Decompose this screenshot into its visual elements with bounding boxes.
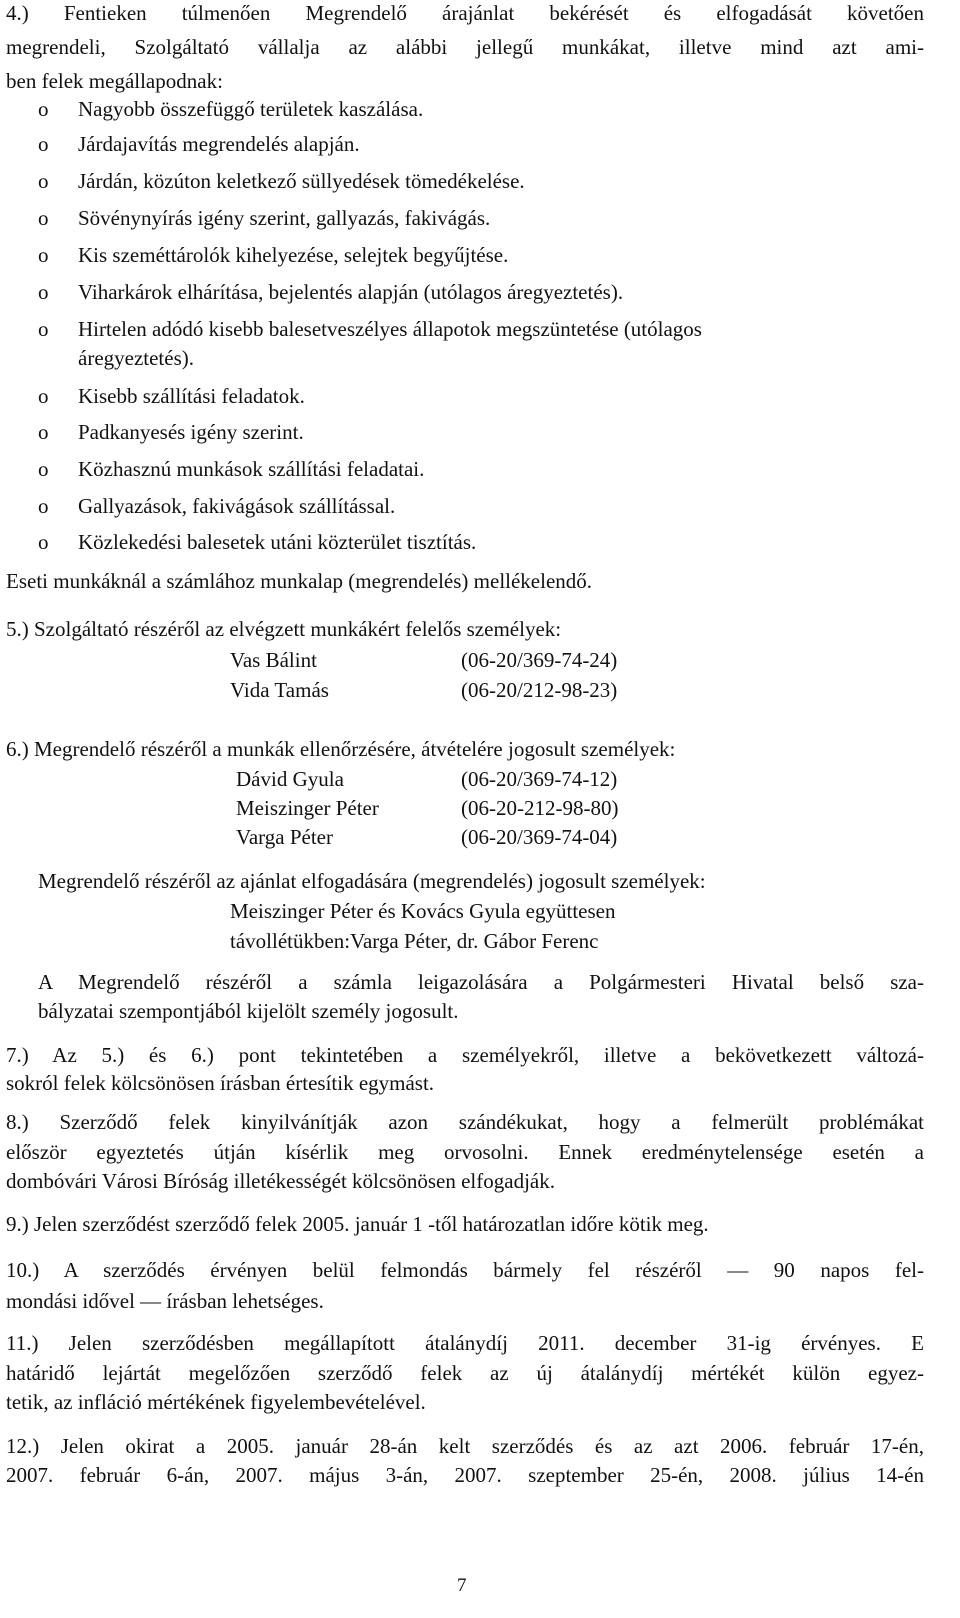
bullet-marker: o [38,384,49,408]
section4-intro-line: ben felek megállapodnak: [6,69,223,93]
person-name: Varga Péter [236,825,333,849]
list-item: Közlekedési balesetek utáni közterület tisztítás. [78,530,477,554]
list-item: Gallyazások, fakivágások szállítással. [78,494,396,518]
list-item: Padkanyesés igény szerint. [78,420,304,444]
bullet-marker: o [38,530,49,554]
bullet-marker: o [38,457,49,481]
person-phone: (06-20/369-74-04) [461,825,618,849]
section10-line: 10.) A szerződés érvényen belül felmondás bármely fel részéről — 90 napos fel- [6,1258,924,1282]
section5-heading: 5.) Szolgáltató részéről az elvégzett munkákért felelős személyek: [6,617,562,641]
bullet-marker: o [38,169,49,193]
list-item: Nagyobb összefüggő területek kaszálása. [78,97,424,121]
list-item: Járdajavítás megrendelés alapján. [78,132,360,156]
section4-intro-line: megrendeli, Szolgáltató vállalja az alábbi jellegű munkákat, illetve mind azt ami- [6,35,924,59]
section4-note: Eseti munkáknál a számlához munkalap (megrendelés) mellékelendő. [6,569,593,593]
person-phone: (06-20-212-98-80) [461,796,619,820]
section8-line: 8.) Szerződő felek kinyilvánítják azon szándékukat, hogy a felmerült problémákat [6,1110,924,1134]
acceptance-line: távollétükben:Varga Péter, dr. Gábor Ferenc [230,929,599,953]
bullet-marker: o [38,494,49,518]
section6-heading: 6.) Megrendelő részéről a munkák ellenőrzésére, átvételére jogosult személyek: [6,737,676,761]
bullet-marker: o [38,97,49,121]
section8-line: dombóvári Városi Bíróság illetékességét kölcsönösen elfogadják. [6,1169,555,1193]
section9-line: 9.) Jelen szerződést szerződő felek 2005. január 1 -től határozatlan időre kötik meg. [6,1212,709,1236]
person-phone: (06-20/369-74-12) [461,767,618,791]
bullet-marker: o [38,243,49,267]
bullet-marker: o [38,132,49,156]
section7-line: sokról felek kölcsönösen írásban értesítik egymást. [6,1071,435,1095]
section8-line: először egyeztetés útján kísérlik meg orvosolni. Ennek eredménytelensége esetén a [6,1140,924,1164]
bullet-marker: o [38,420,49,444]
person-name: Dávid Gyula [236,767,344,791]
acceptance-line: Meiszinger Péter és Kovács Gyula együttesen [230,899,616,923]
invoice-line: A Megrendelő részéről a számla leigazolására a Polgármesteri Hivatal belső sza- [38,970,924,994]
section11-line: határidő lejártát megelőzően szerződő felek az új átalánydíj mértékét külön egyez- [6,1361,924,1385]
section10-line: mondási idővel — írásban lehetséges. [6,1289,324,1313]
section11-line: 11.) Jelen szerződésben megállapított átalánydíj 2011. december 31-ig érvényes. E [6,1331,924,1355]
list-item: Kisebb szállítási feladatok. [78,384,305,408]
person-name: Meiszinger Péter [236,796,379,820]
list-item: Kis szeméttárolók kihelyezése, selejtek begyűjtése. [78,243,509,267]
list-item: Sövénynyírás igény szerint, gallyazás, fakivágás. [78,206,491,230]
person-phone: (06-20/212-98-23) [461,678,618,702]
bullet-marker: o [38,317,49,341]
acceptance-heading: Megrendelő részéről az ajánlat elfogadására (megrendelés) jogosult személyek: [38,869,706,893]
list-item: Viharkárok elhárítása, bejelentés alapján (utólagos áregyeztetés). [78,280,624,304]
section12-line: 2007. február 6-án, 2007. május 3-án, 2007. szeptember 25-én, 2008. július 14-én [6,1463,924,1487]
person-phone: (06-20/369-74-24) [461,648,618,672]
section7-line: 7.) Az 5.) és 6.) pont tekintetében a személyekről, illetve a bekövetkezett változá- [6,1043,924,1067]
section11-line: tetik, az infláció mértékének figyelembevételével. [6,1390,426,1414]
invoice-line: bályzatai szempontjából kijelölt személy jogosult. [38,999,459,1023]
person-name: Vas Bálint [230,648,317,672]
section12-line: 12.) Jelen okirat a 2005. január 28-án kelt szerződés és az azt 2006. február 17-én, [6,1434,924,1458]
list-item: Hirtelen adódó kisebb balesetveszélyes állapotok megszüntetése (utólagos [78,317,702,341]
list-item: Közhasznú munkások szállítási feladatai. [78,457,425,481]
bullet-marker: o [38,280,49,304]
person-name: Vida Tamás [230,678,329,702]
list-item: Járdán, közúton keletkező süllyedések tömedékelése. [78,169,525,193]
section4-intro-line: 4.) Fentieken túlmenően Megrendelő árajánlat bekérését és elfogadását követően [6,1,924,25]
list-item-continuation: áregyeztetés). [78,346,195,370]
page-number: 7 [457,1575,467,1596]
bullet-marker: o [38,206,49,230]
